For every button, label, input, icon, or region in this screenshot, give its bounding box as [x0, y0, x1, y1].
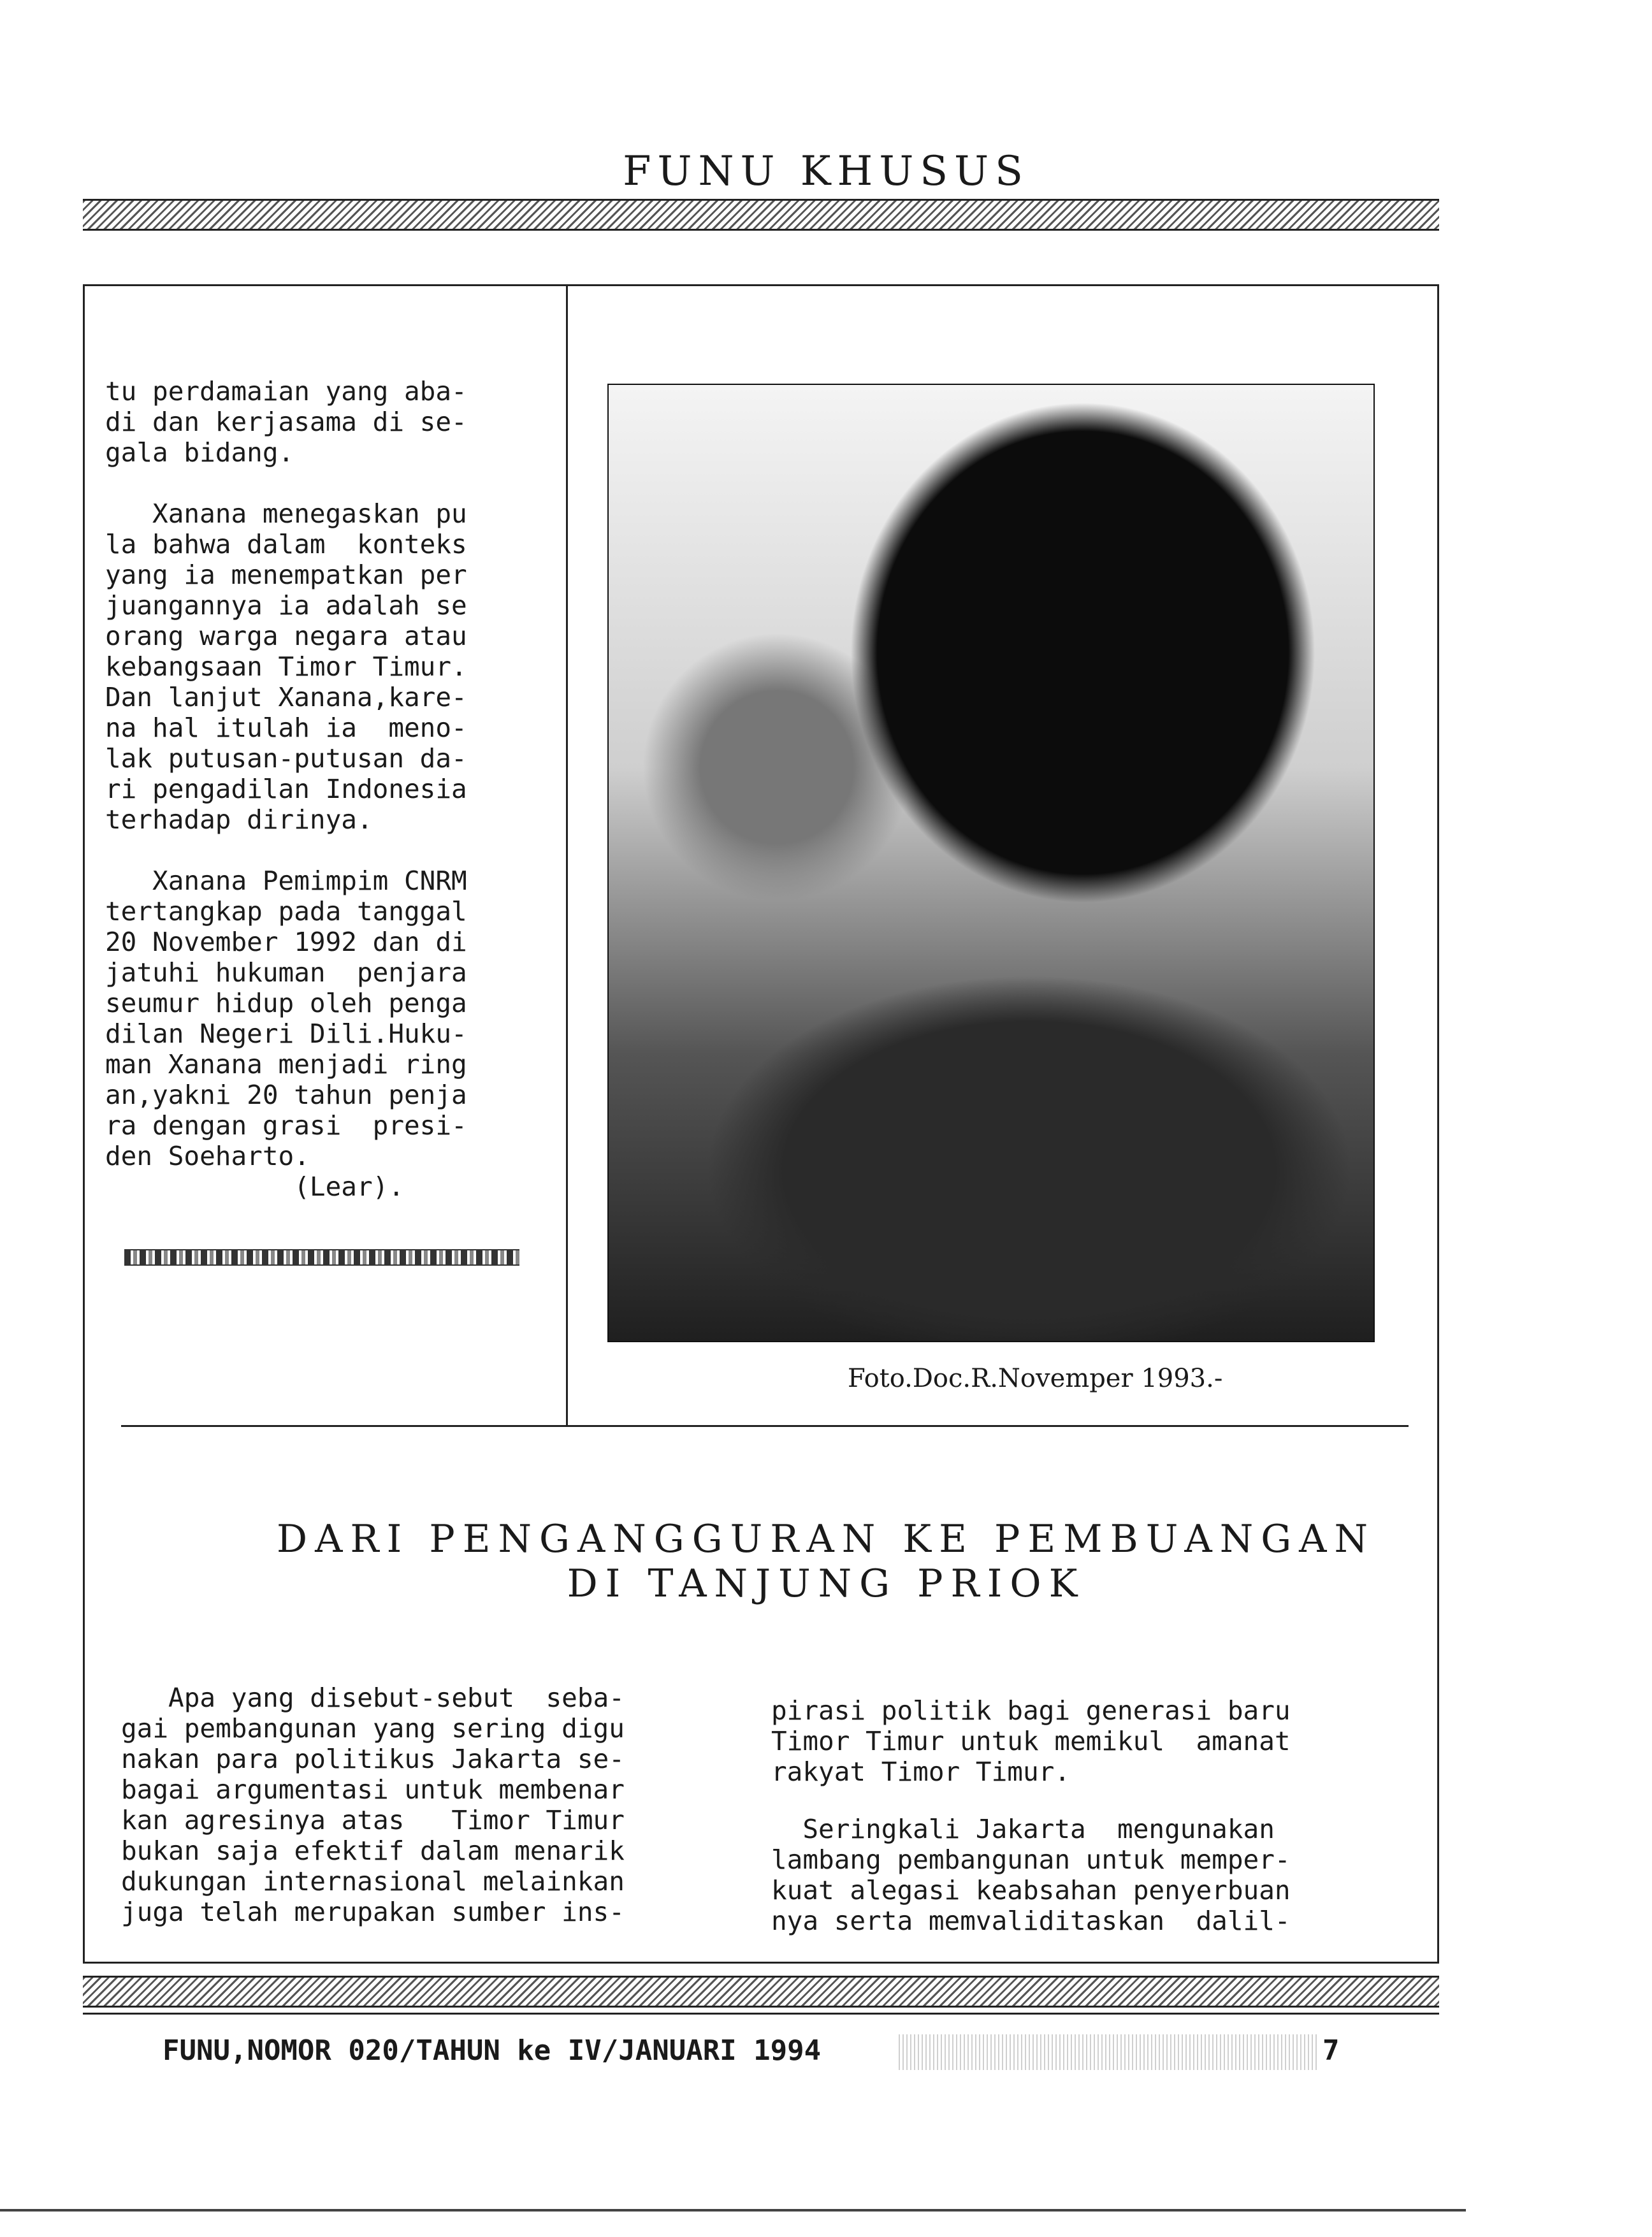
footer-rule [83, 2013, 1439, 2015]
photo-caption: Foto.Doc.R.Novemper 1993.- [848, 1364, 1223, 1393]
portrait-photo [607, 384, 1375, 1342]
left-column-end-ornament [124, 1249, 519, 1266]
left-paragraph-1: tu perdamaian yang aba- di dan kerjasama di se- gala bidang. [105, 376, 467, 468]
left-paragraph-2: Xanana menegaskan pu la bahwa dalam konteks yang ia menempatkan per juangannya ia adalah se orang warga negara atau kebangsaan Timor Timur. Dan lanjut Xanana,kare- na hal itulah ia meno- lak putusan-putusan da- ri pengadilan Indonesia terhadap dirinya. [105, 498, 467, 835]
lower-box-left-border [83, 1425, 85, 1964]
article-headline-line-2: DI TANJUNG PRIOK [567, 1561, 1085, 1606]
article-headline-line-1: DARI PENGANGGURAN KE PEMBUANGAN [276, 1517, 1376, 1561]
header-hatched-band [83, 199, 1439, 231]
lower-box-bottom-border [83, 1962, 1439, 1964]
lower-box-right-border [1437, 1425, 1439, 1964]
left-column [105, 376, 558, 1202]
left-paragraph-3: Xanana Pemimpim CNRM tertangkap pada tanggal 20 November 1992 dan di jatuhi hukuman penjara seumur hidup oleh penga dilan Negeri Dili.Huku- man Xanana menjadi ring an,yakni 20 tahun penja ra dengan grasi presi- den Soeharto. (Lear). [105, 865, 467, 1202]
top-box-bottom-border [121, 1425, 1409, 1427]
page-number: 7 [1322, 2034, 1340, 2067]
article-column-2 [771, 1695, 1291, 1936]
page-header-title: FUNU KHUSUS [623, 148, 1029, 195]
top-box-left-border [83, 284, 85, 1425]
top-box-top-border [83, 284, 1439, 286]
scan-edge-line [0, 2209, 1466, 2212]
footer-shaded-area [899, 2034, 1319, 2070]
footer-issue-info: FUNU,NOMOR 020/TAHUN ke IV/JANUARI 1994 [163, 2034, 822, 2067]
article-column-2-paragraph-2: Seringkali Jakarta mengunakan lambang pembangunan untuk memper- kuat alegasi keabsahan penyerbuan nya serta memvaliditaskan dalil- [771, 1814, 1291, 1936]
footer-hatched-band [83, 1976, 1439, 2008]
article-column-2-paragraph-1: pirasi politik bagi generasi baru Timor Timur untuk memikul amanat rakyat Timor Timur. [771, 1695, 1291, 1787]
top-box-divider [566, 284, 568, 1425]
top-box-right-border [1437, 284, 1439, 1425]
article-column-1: Apa yang disebut-sebut seba- gai pembangunan yang sering digu nakan para politikus Jakarta se- bagai argumentasi untuk membenar kan agresinya atas Timor Timur bukan saja efektif dalam menarik dukungan internasional melainkan juga telah merupakan sumber ins- [121, 1683, 625, 1927]
